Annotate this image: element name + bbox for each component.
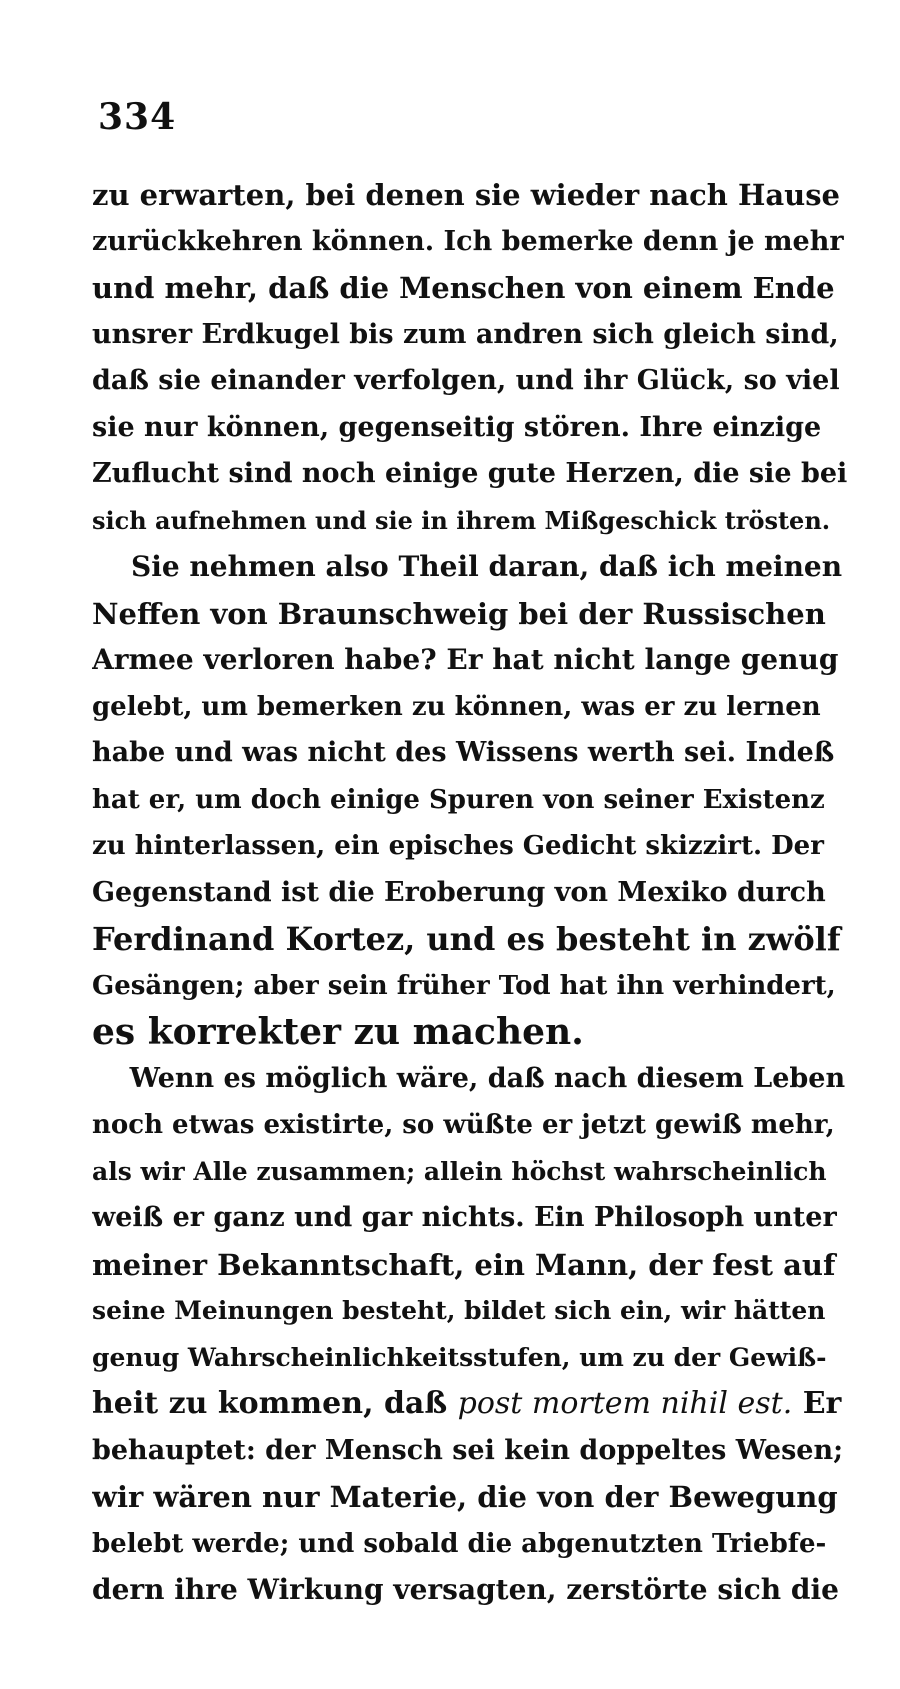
text-line: wir wären nur Materie, die von der Bewegung	[92, 1480, 838, 1514]
line-tail: Er	[802, 1386, 842, 1421]
text-line: sie nur können, gegenseitig stören. Ihre einzige	[92, 411, 822, 443]
text-line: noch etwas existirte, so wüßte er jetzt gewiß mehr,	[92, 1110, 835, 1140]
body-text	[92, 172, 847, 1614]
text-line: dern ihre Wirkung versagten, zerstörte sich die	[92, 1573, 839, 1606]
text-line: belebt werde; und sobald die abgenutzten Triebfe-	[92, 1528, 827, 1559]
text-line: als wir Alle zusammen; allein höchst wahrscheinlich	[92, 1156, 827, 1186]
paragraph-start-line: Wenn es möglich wäre, daß nach diesem Leben	[92, 1062, 846, 1094]
text-line: daß sie einander verfolgen, und ihr Glück, so viel	[92, 365, 840, 396]
text-line: habe und was nicht des Wissens werth sei. Indeß	[92, 737, 835, 768]
text-line: hat er, um doch einige Spuren von seiner Existenz	[92, 784, 825, 815]
text-line: Zuflucht sind noch einige gute Herzen, die sie bei	[92, 458, 847, 489]
text-line: Armee verloren habe? Er hat nicht lange genug	[92, 643, 839, 676]
text-line: und mehr, daß die Menschen von einem Ende	[92, 271, 835, 305]
paragraph-start-line: Sie nehmen also Theil daran, daß ich meinen	[92, 550, 843, 583]
line-text: heit zu kommen, daß	[92, 1386, 448, 1421]
latin-phrase: post mortem nihil est.	[457, 1386, 793, 1421]
text-line: Neffen von Braunschweig bei der Russischen	[92, 596, 826, 631]
text-line: gelebt, um bemerken zu können, was er zu lernen	[92, 691, 821, 722]
text-line: unsrer Erdkugel bis zum andren sich gleich sind,	[92, 318, 839, 350]
text-line: genug Wahrscheinlichkeitsstufen, um zu der Gewiß-	[92, 1342, 827, 1372]
text-line: seine Meinungen besteht, bildet sich ein, wir hätten	[92, 1296, 826, 1325]
text-line: Ferdinand Kortez, und es besteht in zwölf	[92, 920, 841, 958]
text-line: weiß er ganz und gar nichts. Ein Philosoph unter	[92, 1202, 837, 1233]
text-line-with-latin	[92, 1381, 847, 1428]
text-line: Gesängen; aber sein früher Tod hat ihn verhindert,	[92, 970, 836, 1001]
text-line: zu erwarten, bei denen sie wieder nach Hause	[92, 178, 841, 212]
text-line: Gegenstand ist die Eroberung von Mexiko durch	[92, 876, 826, 908]
text-line: sich aufnehmen und sie in ihrem Mißgeschick trösten.	[92, 505, 831, 535]
text-line: zu hinterlassen, ein episches Gedicht skizzirt. Der	[92, 831, 824, 861]
text-line: zurückkehren können. Ich bemerke denn je mehr	[92, 225, 844, 257]
text-line: behauptet: der Mensch sei kein doppeltes Wesen;	[92, 1434, 844, 1466]
page-number: 334	[98, 96, 177, 138]
text-line: es korrekter zu machen.	[92, 1011, 584, 1053]
text-line: meiner Bekanntschaft, ein Mann, der fest auf	[92, 1247, 836, 1282]
